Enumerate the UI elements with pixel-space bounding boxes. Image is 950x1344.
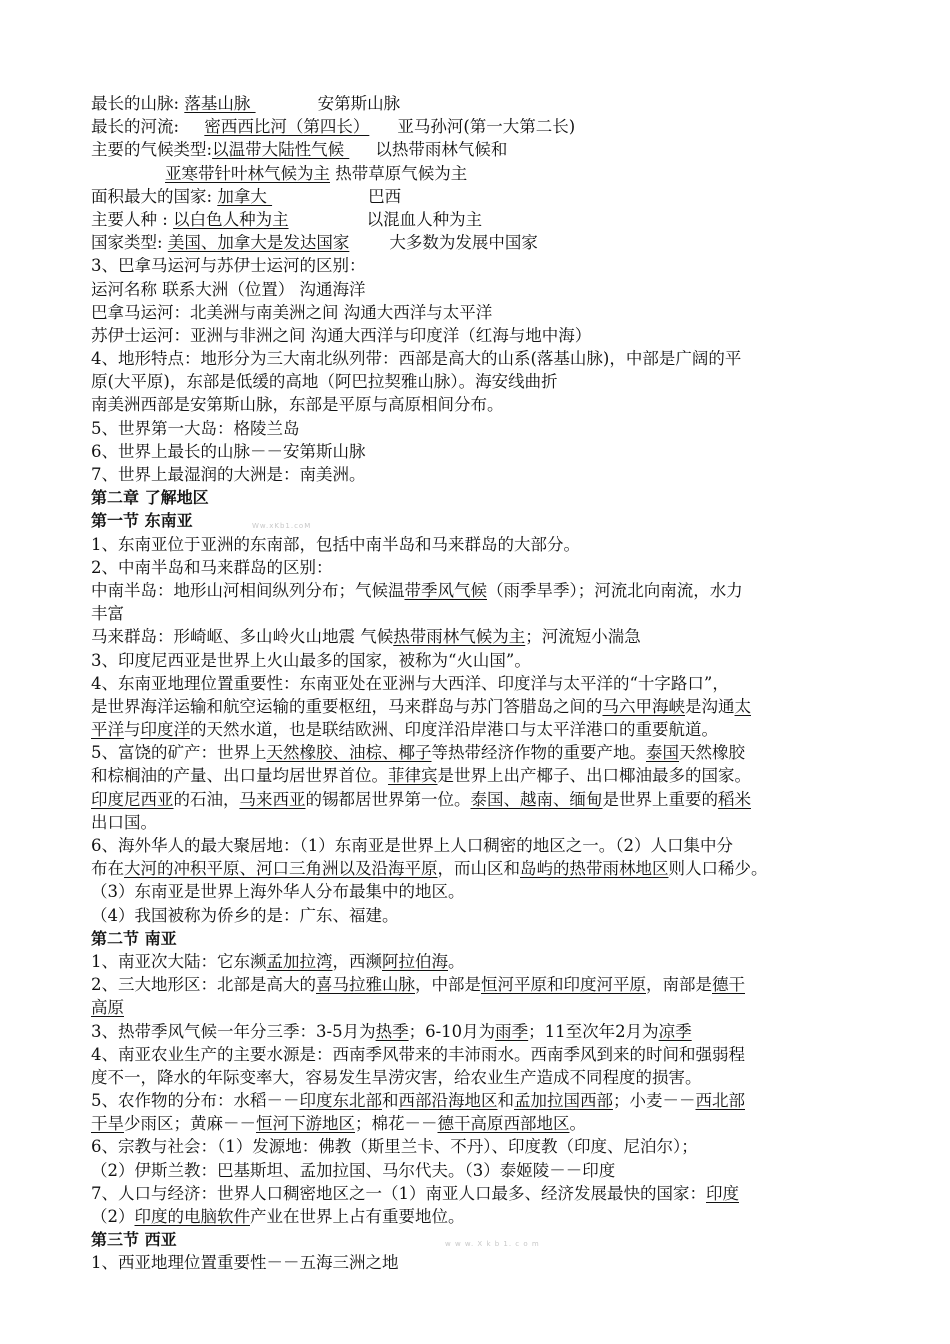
watermark-text: w w w. X k b 1. c o m [445,1240,540,1248]
text-line: 出口国。 [91,812,157,832]
text-line: （3）东南亚是世界上海外华人分布最集中的地区。 [91,882,465,902]
watermark-text: Ww.xKb1.coM [252,522,312,530]
text-line: 6、海外华人的最大聚居地：（1）东南亚是世界上人口稠密的地区之一。（2）人口集中分 [91,836,733,855]
text-line: 运河名称 联系大洲（位置） 沟通海洋 [91,279,366,299]
text-line: 3、印度尼西亚是世界上火山最多的国家，被称为“火山国”。 [91,650,531,670]
text-line: 巴拿马运河：北美洲与南美洲之间 沟通大西洋与太平洋 [91,302,493,322]
text-line: 印度尼西亚的石油，马来西亚的锡都居世界第一位。泰国、越南、缅甸是世界上重要的稻米 [91,789,751,809]
text-line: 6、世界上最长的山脉－－安第斯山脉 [91,441,366,461]
text-line: 1、南亚次大陆：它东濒孟加拉湾，西濒阿拉伯海。 [91,951,465,971]
row-longest-river: 最长的河流: 密西西比河（第四长） 亚马孙河(第一大第二长) [91,117,576,137]
text-line: 是世界海洋运输和航空运输的重要枢纽，马来群岛与苏门答腊岛之间的马六甲海峡是沟通太 [91,696,751,716]
text-line: 4、东南亚地理位置重要性：东南亚处在亚洲与大西洋、印度洋与太平洋的“十字路口”， [91,673,729,693]
text-line: 5、富饶的矿产：世界上天然橡胶、油棕、椰子等热带经济作物的重要产地。泰国天然橡胶 [91,743,745,763]
text-line: 4、南亚农业生产的主要水源是：西南季风带来的丰沛雨水。西南季风到来的时间和强弱程 [91,1044,745,1064]
row-main-race: 主要人种 : 以白色人种为主 以混血人种为主 [91,209,483,229]
text-line: 4、地形特点：地形分为三大南北纵列带：西部是高大的山系(落基山脉)，中部是广阔的平 [91,349,742,369]
text-line: 高原 [91,998,124,1018]
section-heading-south-asia: 第二节 南亚 [91,928,177,948]
text-line: （4）我国被称为侨乡的是：广东、福建。 [91,905,399,925]
text-line: 3、热带季风气候一年分三季：3-5月为热季；6-10月为雨季；11至次年2月为凉季 [91,1021,692,1041]
document-body [91,92,861,1275]
text-line: 7、人口与经济：世界人口稠密地区之一（1）南亚人口最多、经济发展最快的国家：印度 [91,1183,739,1203]
text-line: 5、农作物的分布：水稻－－印度东北部和西部沿海地区和孟加拉国西部；小麦－－西北部 [91,1091,745,1111]
text-line: 原(大平原)，东部是低缓的高地（阿巴拉契雅山脉）。海安线曲折 [91,372,558,392]
text-line: 和棕榈油的产量、出口量均居世界首位。菲律宾是世界上出产椰子、出口椰油最多的国家。 [91,766,751,786]
text-line: 2、三大地形区：北部是高大的喜马拉雅山脉，中部是恒河平原和印度河平原，南部是德干 [91,975,745,995]
row-country-type: 国家类型: 美国、加拿大是发达国家 大多数为发展中国家 [91,233,538,253]
text-line: 中南半岛：地形山河相间纵列分布；气候温带季风气候（雨季旱季）；河流北向南流，水力 [91,580,743,600]
text-line: 7、世界上最湿润的大洲是：南美洲。 [91,465,366,484]
text-line: 布在大河的冲积平原、河口三角洲以及沿海平原，而山区和岛屿的热带雨林地区则人口稀少。 [91,859,768,879]
text-line: 度不一，降水的年际变率大，容易发生旱涝灾害，给农业生产造成不同程度的损害。 [91,1067,702,1087]
text-line: 5、世界第一大岛：格陵兰岛 [91,418,300,438]
section-heading-west-asia: 第三节 西亚 [91,1230,177,1250]
text-line: 苏伊士运河：亚洲与非洲之间 沟通大西洋与印度洋（红海与地中海） [91,325,592,345]
section-heading-southeast-asia: 第一节 东南亚 [91,511,193,531]
text-line: 1、东南亚位于亚洲的东南部，包括中南半岛和马来群岛的大部分。 [91,534,580,554]
text-line: 南美洲西部是安第斯山脉，东部是平原与高原相间分布。 [91,395,504,415]
text-line: 丰富 [91,604,124,624]
text-line: 3、巴拿马运河与苏伊士运河的区别： [91,256,366,276]
text-line: （2）伊斯兰教：巴基斯坦、孟加拉国、马尔代夫。（3）泰姬陵－－印度 [91,1160,616,1180]
text-line: 平洋与印度洋的天然水道，也是联结欧洲、印度洋沿岸港口与太平洋港口的重要航道。 [91,720,718,740]
text-line: 6、宗教与社会：（1）发源地：佛教（斯里兰卡、不丹）、印度教（印度、尼泊尔）； [91,1137,698,1157]
chapter-heading: 第二章 了解地区 [91,488,209,508]
row-climate-type: 主要的气候类型:以温带大陆性气候 以热带雨林气候和 [91,140,508,160]
row-largest-country: 面积最大的国家: 加拿大 巴西 [91,186,402,206]
text-line: 1、西亚地理位置重要性－－五海三洲之地 [91,1253,399,1273]
row-climate-type-cont: 亚寒带针叶林气候为主 热带草原气候为主 [165,163,468,183]
text-line: 2、中南半岛和马来群岛的区别： [91,557,333,577]
text-line: 干旱少雨区；黄麻－－恒河下游地区；棉花－－德干高原西部地区。 [91,1114,586,1134]
row-longest-mountain: 最长的山脉: 落基山脉 安第斯山脉 [91,94,401,113]
text-line: （2）印度的电脑软件产业在世界上占有重要地位。 [91,1207,465,1226]
text-line: 马来群岛：形崎岖、多山岭火山地震 气候热带雨林气候为主；河流短小湍急 [91,627,641,647]
